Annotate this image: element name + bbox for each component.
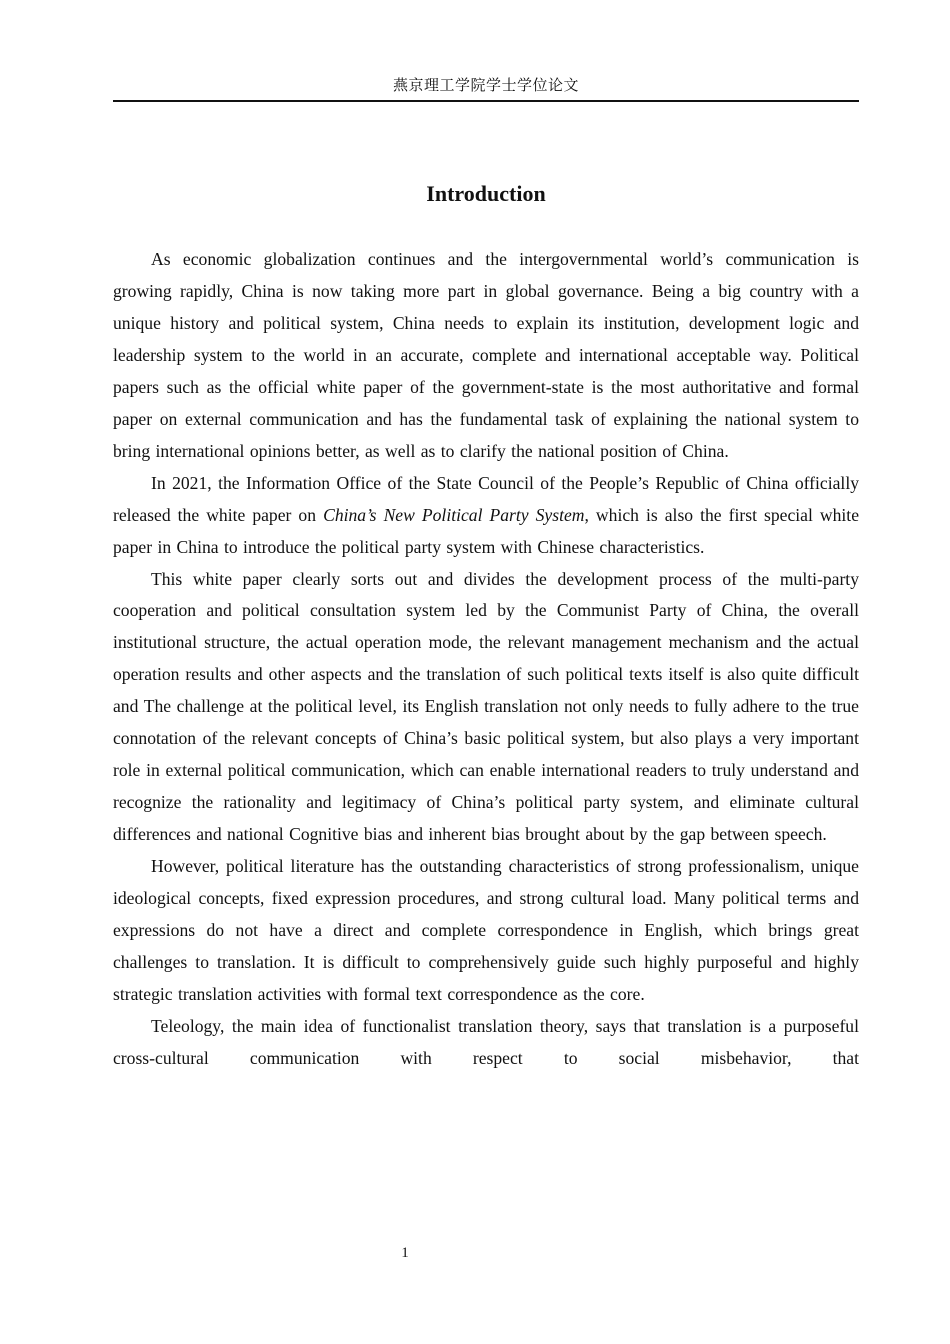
header-rule bbox=[113, 100, 859, 102]
paragraph-2-italic-title: China’s New Political Party System bbox=[323, 504, 585, 525]
paragraph-1: As economic globalization continues and the intergovernmental world’s communication is growing rapidly, China is now taking more part in global governance. Being a big country with a unique history and political system, China needs to explain its institution, development logic and leadership system to the world in an accurate, complete and international acceptable way. Political papers such as the official white paper of the government-state is the most authoritative and formal paper on external communication and has the fundamental task of explaining the national system to bring international opinions better, as well as to clarify the national position of China. bbox=[113, 249, 859, 461]
paragraph-2 bbox=[113, 468, 859, 564]
section-title: Introduction bbox=[426, 181, 546, 206]
paragraph-3: This white paper clearly sorts out and divides the development process of the multi-party cooperation and political consultation system led by the Communist Party of China, the overall institutional structure, the actual operation mode, the relevant management mechanism and the actual operation results and other aspects and the translation of such political texts itself is also quite difficult and The challenge at the political level, its English translation not only needs to fully adhere to the true connotation of the relevant concepts of China’s basic political system, but also plays a very important role in external political communication, which can enable international readers to truly understand and recognize the rationality and legitimacy of China’s political party system, and eliminate cultural differences and national Cognitive bias and inherent bias brought about by the gap between speech. bbox=[113, 568, 859, 845]
paragraph-5: Teleology, the main idea of functionalist translation theory, says that translation is a purposeful cross-cultural communication with respect to social misbehavior, that bbox=[113, 1015, 859, 1068]
running-header: 燕京理工学院学士学位论文 bbox=[392, 78, 579, 94]
page-number: 1 bbox=[401, 1245, 409, 1261]
paragraph-2-text-after: , which is also the first special white paper in China to introduce the political party system with Chinese characteristics. bbox=[113, 504, 860, 557]
paragraph-4: However, political literature has the outstanding characteristics of strong professionalism, unique ideological concepts, fixed expression procedures, and strong cultural load. Many political terms and expressions do not have a direct and complete correspondence in English, which brings great challenges to translation. It is difficult to comprehensively guide such highly purposeful and highly strategic translation activities with formal text correspondence as the core. bbox=[113, 856, 859, 1004]
body-text bbox=[113, 244, 859, 1075]
paragraph-2-text-before: In 2021, the Information Office of the State Council of the People’s Republic of China officially released the white paper on bbox=[113, 472, 859, 525]
